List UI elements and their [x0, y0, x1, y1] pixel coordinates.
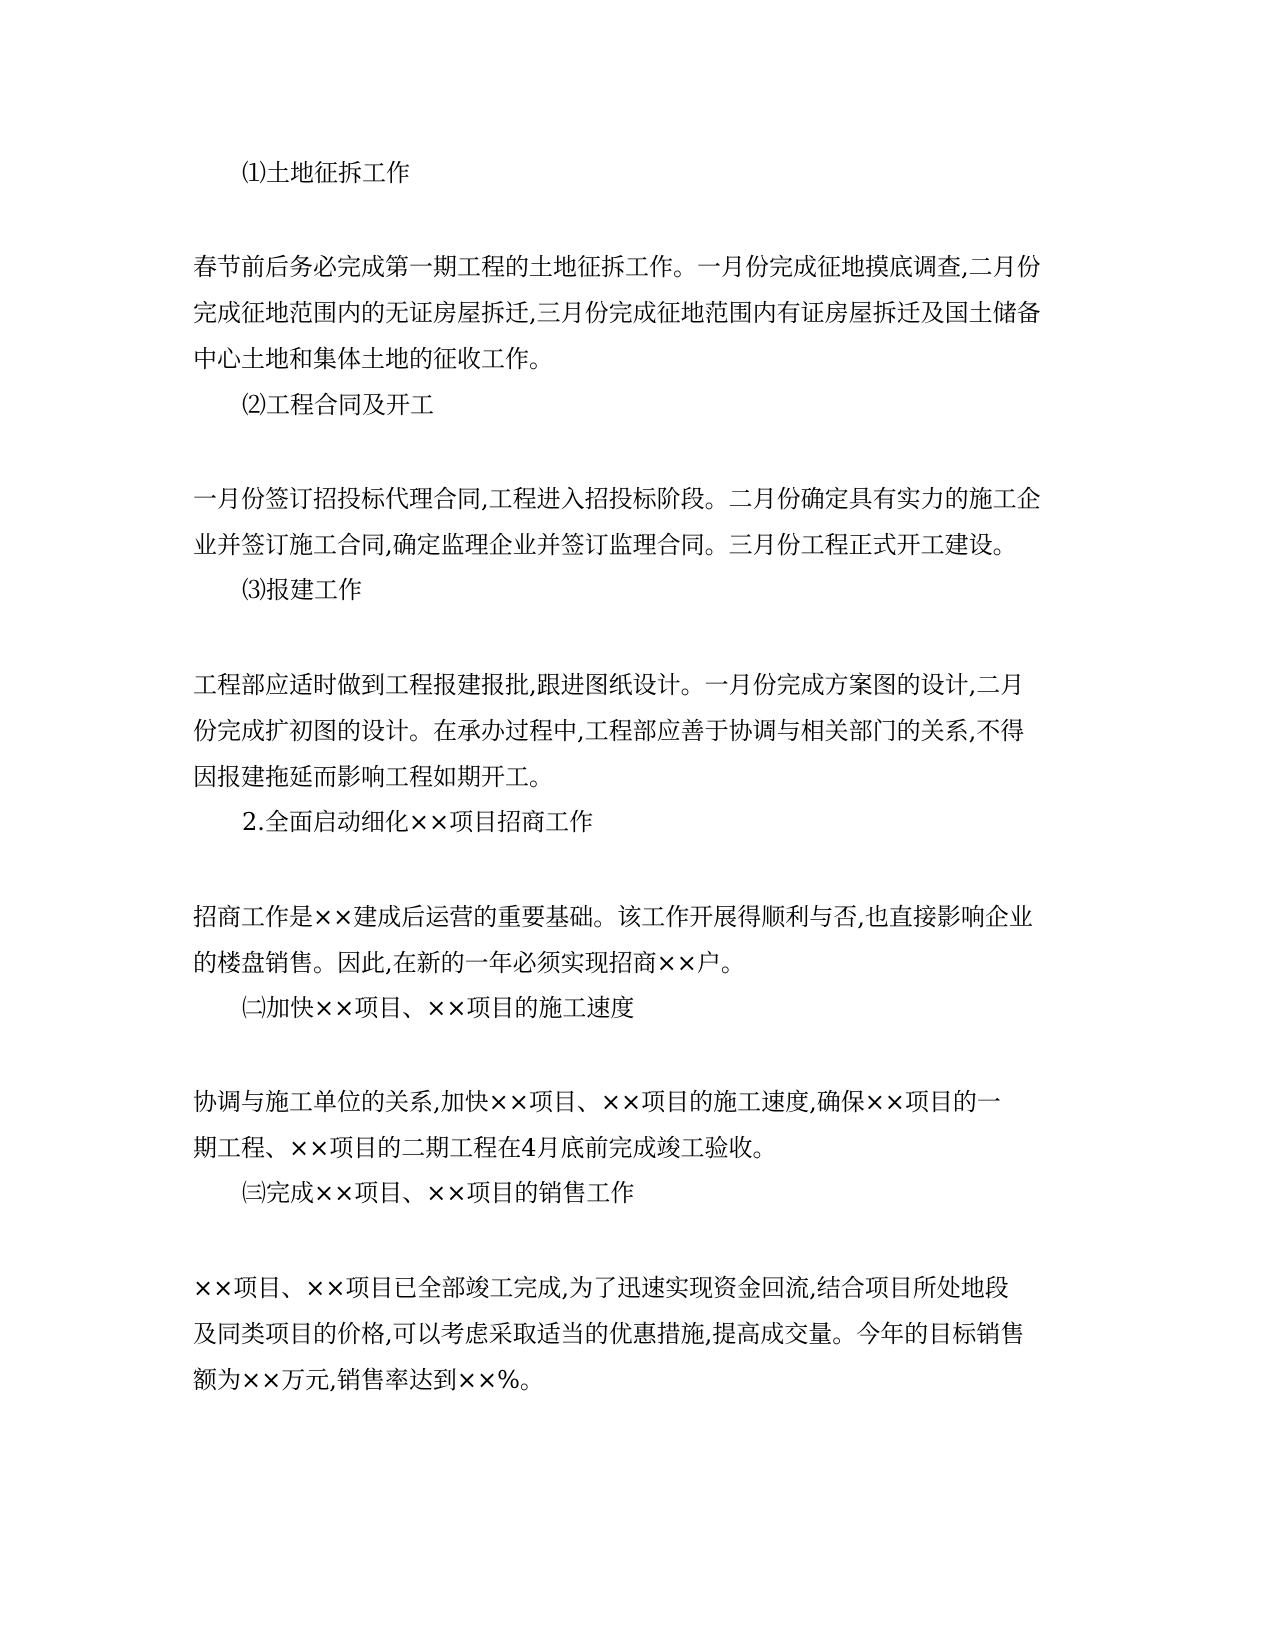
paragraph-line: 春节前后务必完成第一期工程的土地征拆工作。一月份完成征地摸底调查,二月份: [193, 253, 1041, 281]
paragraph-line: 份完成扩初图的设计。在承办过程中,工程部应善于协调与相关部门的关系,不得: [193, 717, 1025, 745]
section-heading: ㈢完成××项目、××项目的销售工作: [242, 1179, 635, 1207]
section-heading: ㈡加快××项目、××项目的施工速度: [242, 994, 635, 1022]
section-heading: ⑶报建工作: [242, 576, 362, 604]
paragraph-line: ××项目、××项目已全部竣工完成,为了迅速实现资金回流,结合项目所处地段: [193, 1274, 1009, 1302]
paragraph-line: 完成征地范围内的无证房屋拆迁,三月份完成征地范围内有证房屋拆迁及国土储备: [193, 299, 1041, 327]
paragraph-line: 的楼盘销售。因此,在新的一年必须实现招商××户。: [193, 949, 745, 977]
paragraph-line: 中心土地和集体土地的征收工作。: [193, 345, 553, 373]
section-heading: 2.全面启动细化××项目招商工作: [242, 808, 594, 836]
paragraph-line: 业并签订施工合同,确定监理企业并签订监理合同。三月份工程正式开工建设。: [193, 531, 1017, 559]
paragraph-line: 招商工作是××建成后运营的重要基础。该工作开展得顺利与否,也直接影响企业: [193, 903, 1033, 931]
paragraph-line: 一月份签订招投标代理合同,工程进入招投标阶段。二月份确定具有实力的施工企: [193, 485, 1041, 513]
paragraph-line: 及同类项目的价格,可以考虑采取适当的优惠措施,提高成交量。今年的目标销售: [193, 1320, 1025, 1348]
paragraph-line: 工程部应适时做到工程报建报批,跟进图纸设计。一月份完成方案图的设计,二月: [193, 671, 1025, 699]
paragraph-line: 协调与施工单位的关系,加快××项目、××项目的施工速度,确保××项目的一: [193, 1088, 1001, 1116]
paragraph-line: 额为××万元,销售率达到××%。: [193, 1366, 544, 1394]
section-heading: ⑴土地征拆工作: [242, 159, 410, 187]
paragraph-line: 因报建拖延而影响工程如期开工。: [193, 763, 553, 791]
paragraph-line: 期工程、××项目的二期工程在4月底前完成竣工验收。: [193, 1134, 777, 1162]
section-heading: ⑵工程合同及开工: [242, 391, 434, 419]
